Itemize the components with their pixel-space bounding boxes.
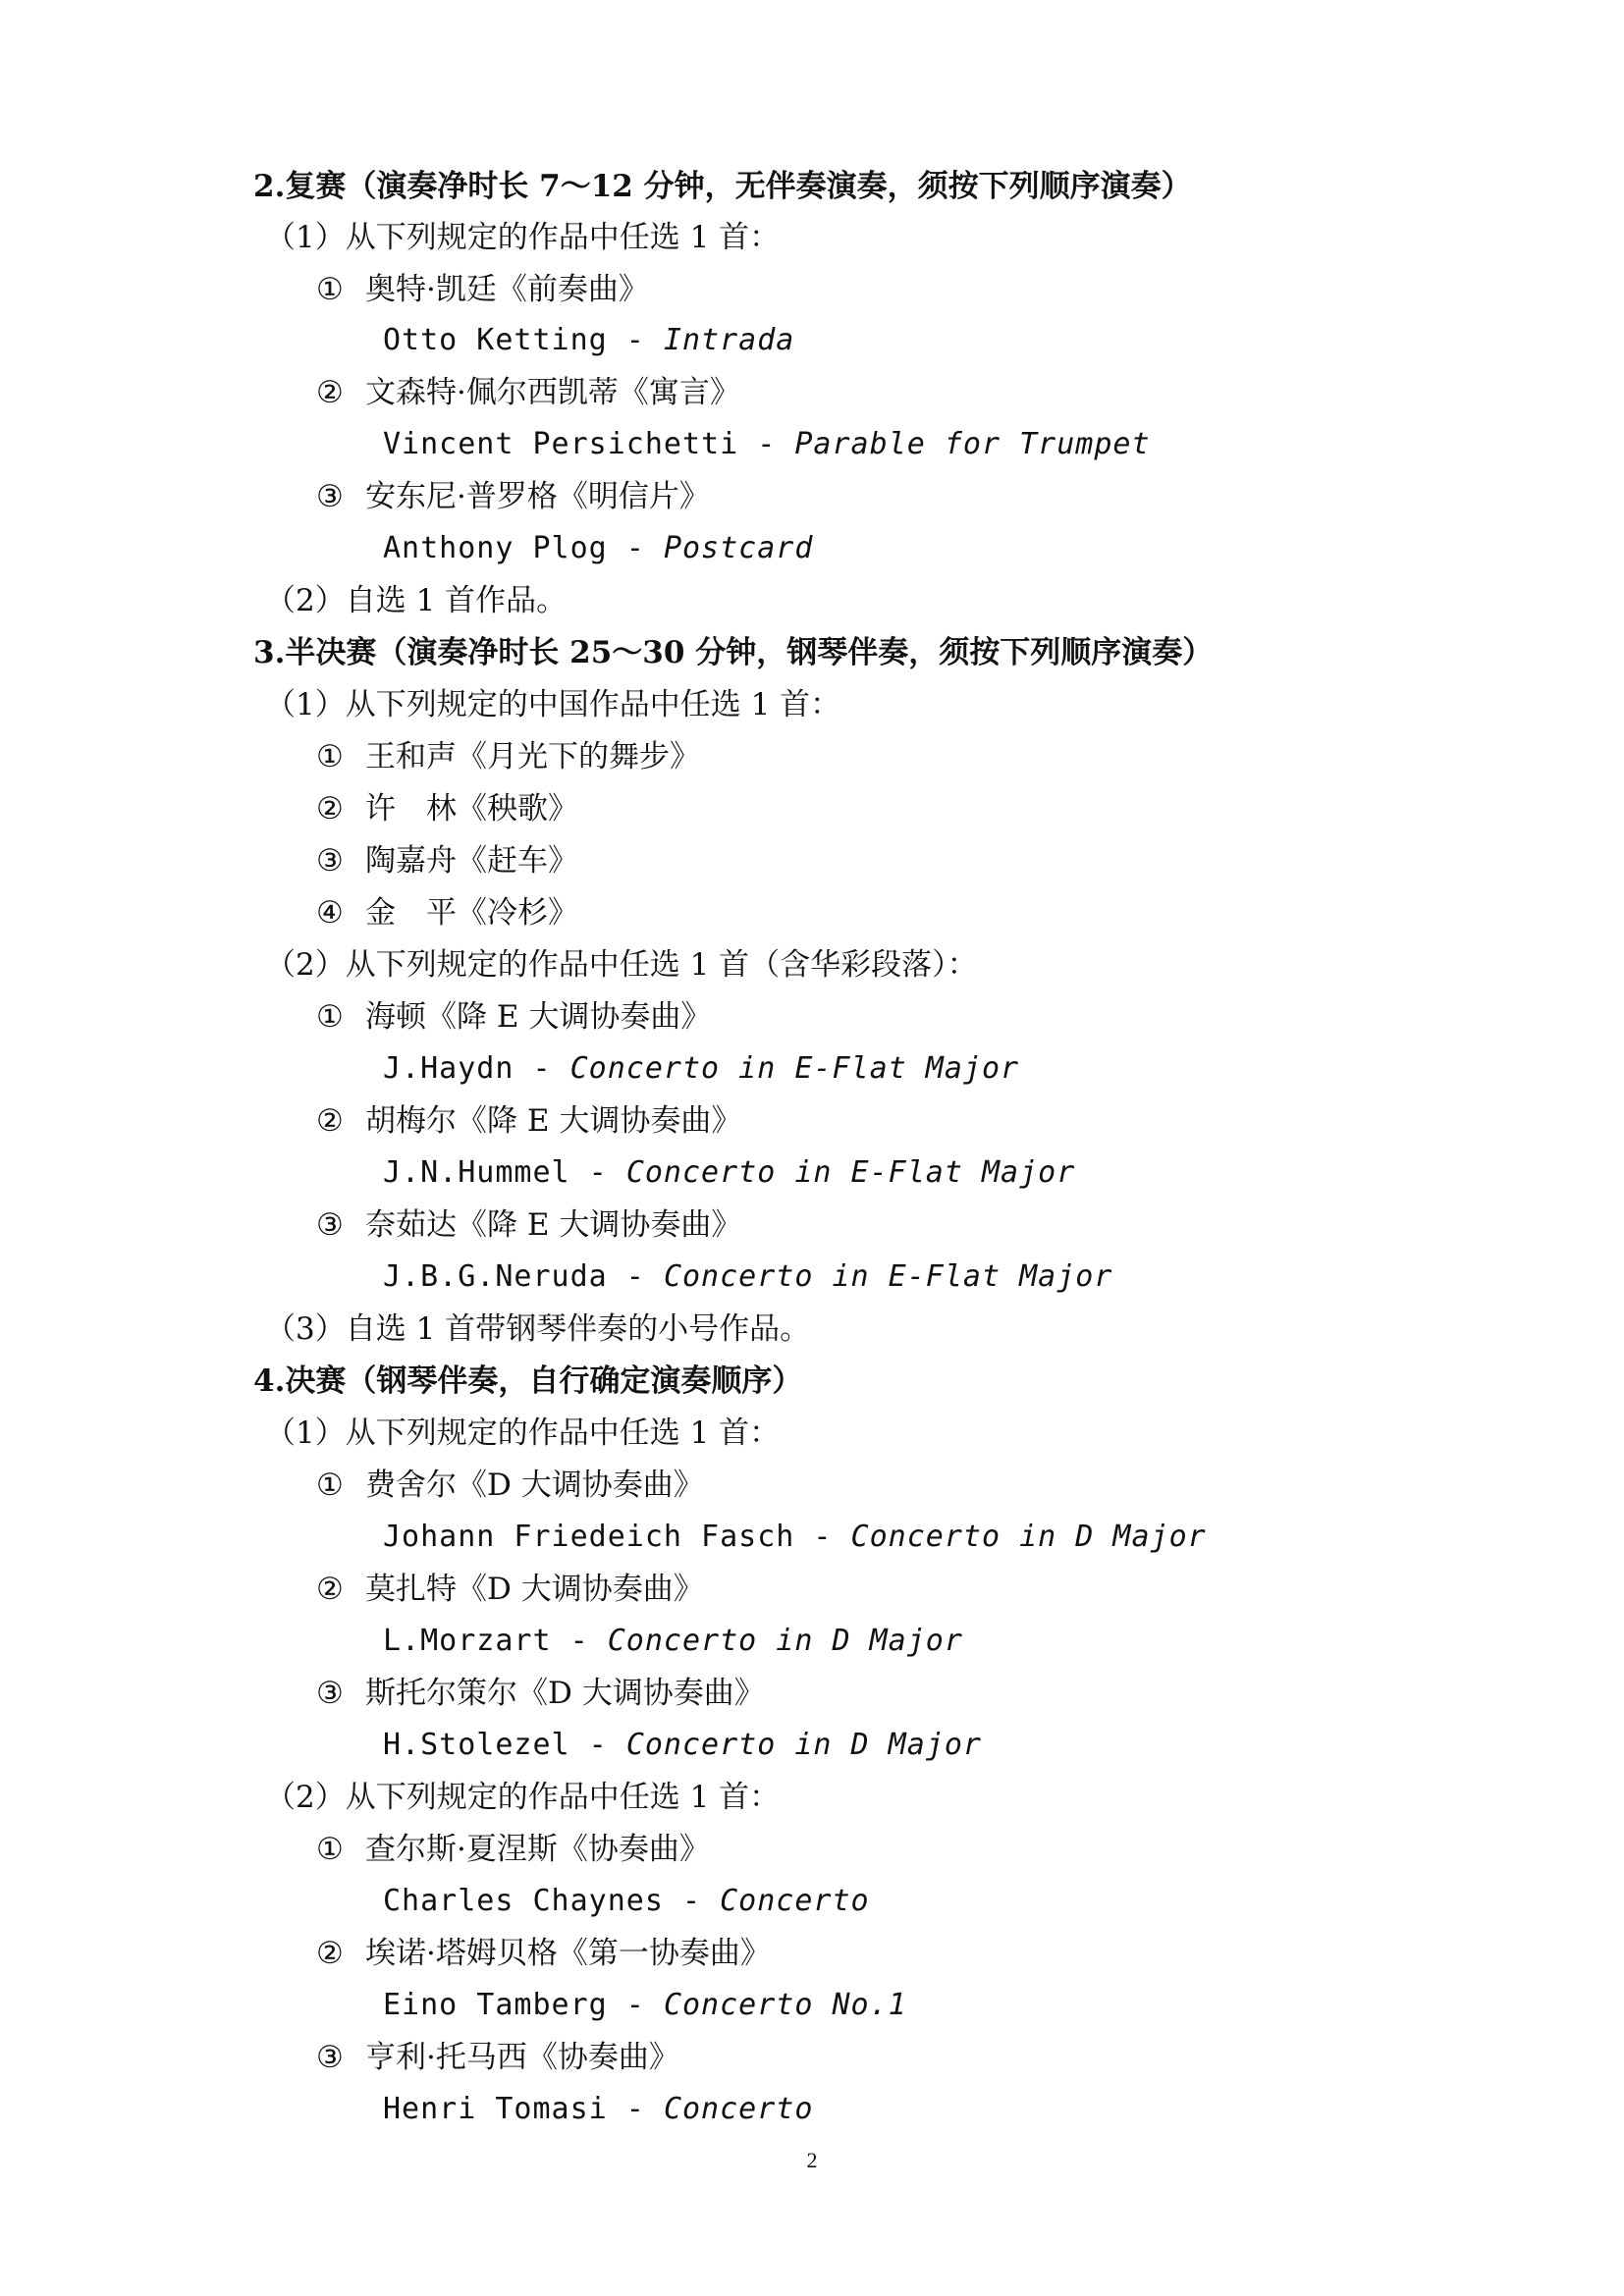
item-number: ② — [316, 791, 344, 827]
work-english-line — [383, 2090, 813, 2129]
section-3-sub-1: （1）从下列规定的中国作品中任选 1 首： — [265, 687, 841, 722]
section-2-sub-2: （2）自选 1 首作品。 — [265, 583, 568, 618]
list-item — [316, 2038, 679, 2077]
work-title: Concerto in D Major — [850, 1520, 1207, 1554]
work-title: Concerto in E-Flat Major — [625, 1155, 1076, 1190]
work-title: Intrada — [663, 323, 795, 357]
item-number: ② — [316, 1103, 344, 1139]
work-title: Concerto in E-Flat Major — [663, 1259, 1113, 1294]
work-chinese-title: 王和声《月光下的舞步》 — [365, 739, 700, 774]
list-item — [316, 1101, 741, 1141]
composer-name: Charles Chaynes - — [383, 1884, 721, 1918]
item-number: ④ — [316, 895, 344, 931]
work-chinese-title: 胡梅尔《降 E 大调协奏曲》 — [365, 1103, 742, 1139]
work-english-line — [383, 1153, 1075, 1193]
composer-name: Anthony Plog - — [383, 531, 664, 565]
work-title: Parable for Trumpet — [794, 427, 1151, 461]
list-item — [316, 477, 710, 516]
list-item — [316, 270, 649, 309]
item-number: ③ — [316, 843, 344, 879]
list-item — [316, 1570, 704, 1609]
item-number: ③ — [316, 1207, 344, 1243]
work-chinese-title: 陶嘉舟《赶车》 — [365, 843, 578, 879]
work-title: Concerto in D Major — [607, 1624, 963, 1658]
list-item — [316, 1205, 741, 1245]
work-english-line — [383, 1049, 1019, 1089]
composer-name: Otto Ketting - — [383, 323, 664, 357]
section-3-sub-3: （3）自选 1 首带钢琴伴奏的小号作品。 — [265, 1311, 811, 1347]
composer-name: Henri Tomasi - — [383, 2092, 664, 2126]
composer-name: Vincent Persichetti - — [383, 427, 795, 461]
work-english-line — [383, 1882, 870, 1921]
work-chinese-title: 埃诺·塔姆贝格《第一协奏曲》 — [365, 1936, 771, 1971]
work-english-line — [383, 1622, 963, 1661]
work-title: Concerto in D Major — [625, 1728, 982, 1762]
composer-name: Eino Tamberg - — [383, 1988, 664, 2022]
section-3-sub-2: （2）从下列规定的作品中任选 1 首（含华彩段落）： — [265, 947, 978, 983]
work-chinese-title: 金 平《冷杉》 — [365, 895, 578, 931]
work-title: Concerto — [663, 2092, 814, 2126]
section-2-heading: 2.复赛（演奏净时长 7～12 分钟，无伴奏演奏，须按下列顺序演奏） — [253, 169, 1192, 204]
work-chinese-title: 许 林《秧歌》 — [365, 791, 578, 827]
item-number: ② — [316, 1936, 344, 1971]
work-chinese-title: 亨利·托马西《协奏曲》 — [365, 2040, 679, 2075]
list-item — [316, 789, 578, 828]
section-4-heading: 4.决赛（钢琴伴奏，自行确定演奏顺序） — [253, 1363, 803, 1399]
list-item — [316, 373, 740, 412]
work-title: Concerto No.1 — [663, 1988, 907, 2022]
item-number: ① — [316, 272, 344, 307]
section-4-sub-1: （1）从下列规定的作品中任选 1 首： — [265, 1415, 781, 1451]
item-number: ① — [316, 1468, 344, 1503]
work-chinese-title: 奥特·凯廷《前奏曲》 — [365, 272, 649, 307]
list-item — [316, 1466, 704, 1505]
work-chinese-title: 斯托尔策尔《D 大调协奏曲》 — [365, 1676, 765, 1711]
list-item — [316, 841, 578, 881]
work-english-line — [383, 1257, 1112, 1297]
item-number: ③ — [316, 2040, 344, 2075]
item-number: ② — [316, 1572, 344, 1607]
work-english-line — [383, 1986, 907, 2025]
page-number: 2 — [806, 2148, 818, 2172]
work-chinese-title: 安东尼·普罗格《明信片》 — [365, 479, 710, 514]
list-item — [316, 1674, 765, 1713]
item-number: ① — [316, 999, 344, 1035]
composer-name: J.N.Hummel - — [383, 1155, 626, 1190]
section-3-heading: 3.半决赛（演奏净时长 25～30 分钟，钢琴伴奏，须按下列顺序演奏） — [253, 635, 1214, 670]
work-title: Postcard — [663, 531, 814, 565]
composer-name: L.Morzart - — [383, 1624, 608, 1658]
composer-name: H.Stolezel - — [383, 1728, 626, 1762]
work-english-line — [383, 1726, 982, 1765]
composer-name: J.Haydn - — [383, 1051, 570, 1086]
work-chinese-title: 奈茹达《降 E 大调协奏曲》 — [365, 1207, 742, 1243]
composer-name: J.B.G.Neruda - — [383, 1259, 664, 1294]
work-chinese-title: 莫扎特《D 大调协奏曲》 — [365, 1572, 704, 1607]
work-chinese-title: 文森特·佩尔西凯蒂《寓言》 — [365, 375, 740, 410]
item-number: ① — [316, 1832, 344, 1867]
work-english-line — [383, 425, 1151, 464]
work-chinese-title: 海顿《降 E 大调协奏曲》 — [365, 999, 712, 1035]
section-4-sub-2: （2）从下列规定的作品中任选 1 首： — [265, 1780, 781, 1815]
list-item — [316, 737, 700, 776]
list-item — [316, 1934, 771, 1973]
composer-name: Johann Friedeich Fasch - — [383, 1520, 851, 1554]
item-number: ③ — [316, 479, 344, 514]
work-english-line — [383, 529, 813, 568]
list-item — [316, 893, 578, 933]
work-title: Concerto in E-Flat Major — [569, 1051, 1020, 1086]
work-title: Concerto — [720, 1884, 870, 1918]
section-2-sub-1: （1）从下列规定的作品中任选 1 首： — [265, 220, 781, 255]
item-number: ② — [316, 375, 344, 410]
item-number: ① — [316, 739, 344, 774]
work-english-line — [383, 321, 794, 360]
item-number: ③ — [316, 1676, 344, 1711]
list-item — [316, 1830, 710, 1869]
work-chinese-title: 查尔斯·夏涅斯《协奏曲》 — [365, 1832, 710, 1867]
work-chinese-title: 费舍尔《D 大调协奏曲》 — [365, 1468, 704, 1503]
list-item — [316, 997, 711, 1037]
work-english-line — [383, 1518, 1207, 1557]
